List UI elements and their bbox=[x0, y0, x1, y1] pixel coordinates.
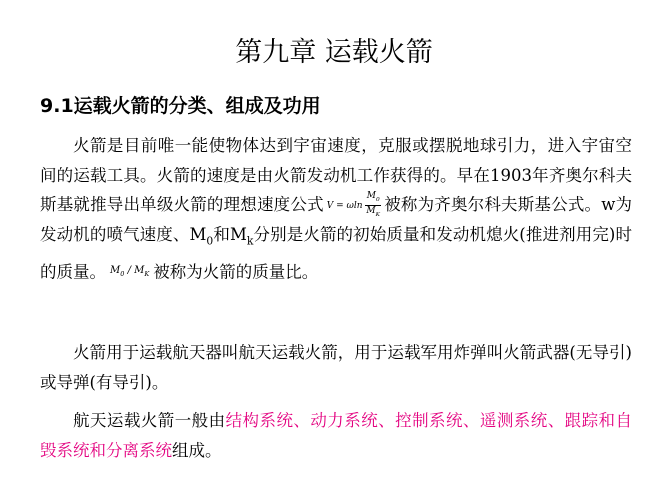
formula-num-subscript: 0 bbox=[375, 197, 380, 203]
paragraph-text: 被称为齐奥尔科夫斯基公式。w为发动机的喷气速度、M bbox=[40, 195, 633, 244]
ratio-den-subscript: K bbox=[144, 269, 150, 278]
section-heading: 9.1运载火箭的分类、组成及功用 bbox=[40, 95, 321, 117]
mk-subscript: k bbox=[246, 234, 254, 248]
formula-num-symbol: M bbox=[366, 191, 376, 202]
m0-subscript: 0 bbox=[206, 234, 214, 248]
ratio-num-symbol: M bbox=[110, 264, 121, 276]
paragraph-rocket-composition bbox=[40, 406, 632, 465]
page-title: 第九章 运载火箭 bbox=[235, 37, 433, 68]
paragraph-text: 火箭是目前唯一能使物体达到宇宙速度，克服或摆脱地球引力，进入宇宙空间的运载工具。火箭的速度是由火箭发动机工作获得的。早在1903年齐奥尔科夫斯基就推导出单级火箭的理想速度公式 bbox=[40, 136, 632, 214]
paragraph-rocket-definition bbox=[40, 131, 632, 289]
formula-lhs: V = ωln bbox=[326, 201, 363, 211]
paragraph-text: 被称为火箭的质量比。 bbox=[153, 261, 319, 281]
ratio-den-symbol: M bbox=[134, 264, 145, 276]
ratio-num-subscript: 0 bbox=[120, 269, 125, 278]
paragraph-text: 分别是火箭的初始质量和发动机熄火(推进剂用完)时的质量。 bbox=[40, 224, 632, 281]
formula-numerator bbox=[365, 191, 381, 206]
formula-fraction bbox=[365, 191, 381, 220]
mass-ratio-formula bbox=[110, 256, 149, 290]
ratio-separator: / bbox=[124, 264, 135, 276]
paragraph-text: 航天运载火箭一般由 bbox=[73, 411, 226, 430]
paragraph-text: 和M bbox=[213, 224, 247, 244]
formula-denominator bbox=[365, 206, 381, 220]
tsiolkovsky-formula bbox=[327, 191, 381, 220]
paragraph-text: 组成。 bbox=[172, 440, 222, 460]
paragraph-rocket-uses: 火箭用于运载航天器叫航天运载火箭，用于运载军用炸弹叫火箭武器(无导引)或导弹(有导引)。 bbox=[40, 343, 632, 392]
formula-den-symbol: M bbox=[366, 206, 376, 216]
formula-den-subscript: K bbox=[375, 211, 381, 218]
highlighted-systems: 结构系统、动力系统、控制系统、遥测系统、跟踪和自毁系统和分离系统 bbox=[40, 411, 632, 460]
